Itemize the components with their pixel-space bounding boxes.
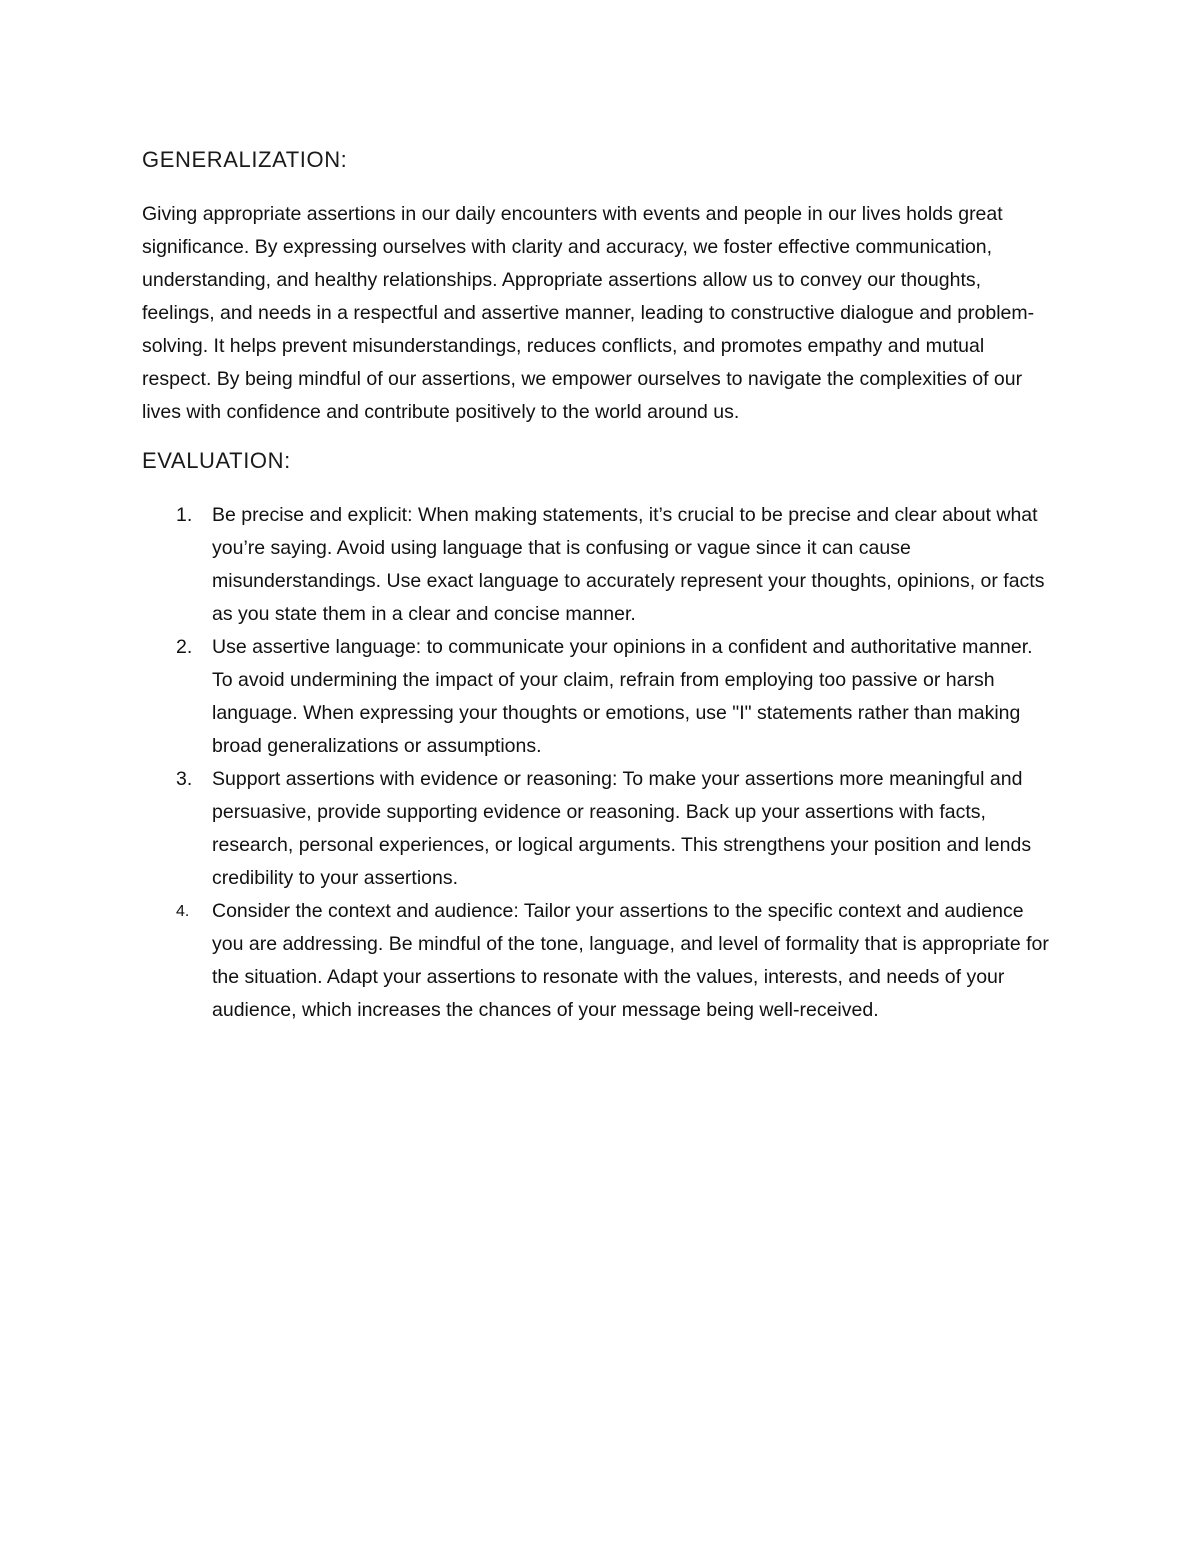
list-item-number: 4. bbox=[176, 903, 190, 920]
list-item-text: Consider the context and audience: Tailor your assertions to the specific context and audience you are addressing. Be mindful of the tone, language, and level of formality that is appropriate for the situation. Adapt your assertions to resonate with the values, interests, and needs of your audience, which increases the chances of your message being well-received. bbox=[212, 900, 1049, 1021]
list-item-number: 3. bbox=[176, 768, 193, 790]
list-item-text: Use assertive language: to communicate your opinions in a confident and authoritative manner. To avoid undermining the impact of your claim, refrain from employing too passive or harsh language. When expressing your thoughts or emotions, use "I" statements rather than making broad generalizations or assumptions. bbox=[212, 636, 1033, 757]
list-item bbox=[142, 499, 1052, 631]
generalization-paragraph: Giving appropriate assertions in our daily encounters with events and people in our lives holds great significance. By expressing ourselves with clarity and accuracy, we foster effective communication, understanding, and healthy relationships. Appropriate assertions allow us to convey our thoughts, feelings, and needs in a respectful and assertive manner, leading to constructive dialogue and problem-solving. It helps prevent misunderstandings, reduces conflicts, and promotes empathy and mutual respect. By being mindful of our assertions, we empower ourselves to navigate the complexities of our lives with confidence and contribute positively to the world around us. bbox=[142, 203, 1035, 423]
list-item bbox=[142, 631, 1052, 763]
list-item-text: Be precise and explicit: When making statements, it’s crucial to be precise and clear about what you’re saying. Avoid using language that is confusing or vague since it can cause misunderstandings. Use exact language to accurately represent your thoughts, opinions, or facts as you state them in a clear and concise manner. bbox=[212, 504, 1045, 625]
generalization-heading: GENERALIZATION: bbox=[142, 147, 348, 172]
list-item-number: 2. bbox=[176, 636, 193, 658]
list-item bbox=[142, 895, 1052, 1027]
list-item-number: 1. bbox=[176, 504, 193, 526]
evaluation-heading: EVALUATION: bbox=[142, 448, 291, 473]
evaluation-list bbox=[142, 499, 1062, 1027]
list-item-text: Support assertions with evidence or reasoning: To make your assertions more meaningful and persuasive, provide supporting evidence or reasoning. Back up your assertions with facts, research, personal experiences, or logical arguments. This strengthens your position and lends credibility to your assertions. bbox=[212, 768, 1032, 889]
list-item bbox=[142, 763, 1052, 895]
document-content bbox=[142, 142, 1062, 1027]
